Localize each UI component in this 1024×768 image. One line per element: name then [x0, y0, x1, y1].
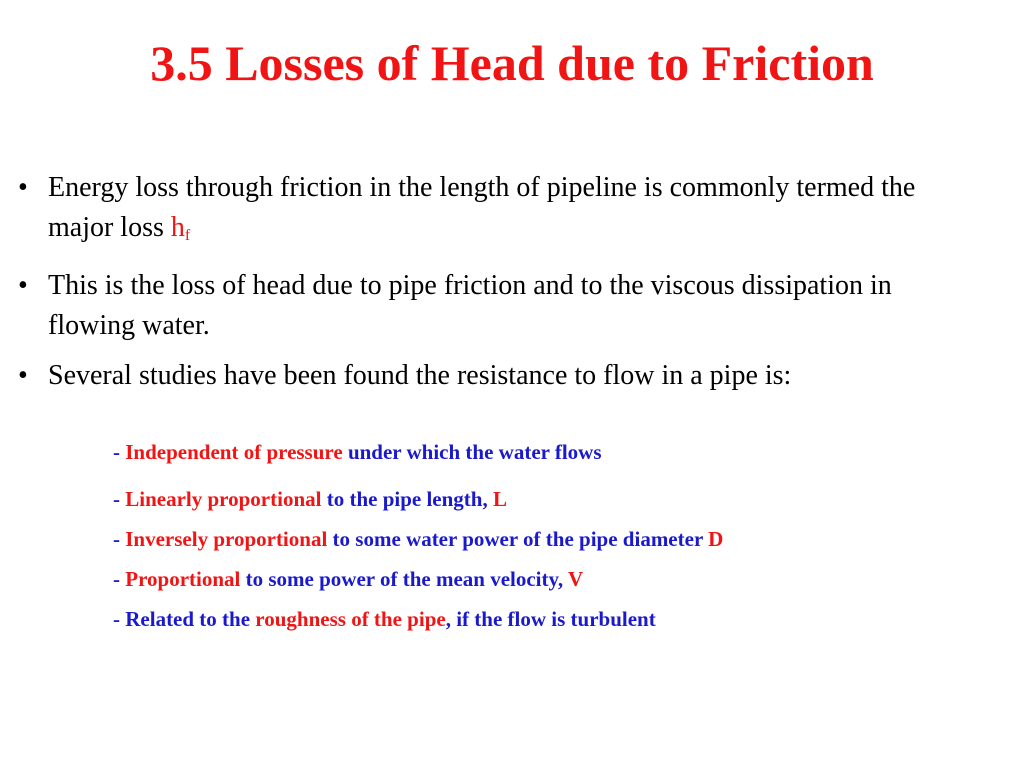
bullet-text: Energy loss through friction in the length of pipeline is commonly termed the major loss — [48, 172, 916, 243]
factor-text: D — [708, 527, 724, 551]
factor-text: - — [113, 567, 126, 591]
factor-item — [113, 484, 993, 524]
factor-text: L — [492, 487, 507, 511]
bullet-item — [18, 266, 978, 346]
major-loss-symbol: $h_f$ — [170, 212, 191, 244]
factor-text: to some water power of the pipe diameter — [327, 527, 709, 551]
bullet-marker: • — [18, 172, 28, 203]
factor-item — [113, 437, 993, 484]
slide-title: 3.5 Losses of Head due to Friction — [150, 35, 874, 91]
factor-text: Independent of pressure — [125, 440, 343, 464]
factor-text: under which the water flows — [342, 440, 602, 464]
factor-item — [113, 564, 993, 604]
factor-text: - — [113, 527, 126, 551]
factor-item — [113, 524, 993, 564]
bullet-item — [18, 356, 978, 396]
factor-text: Linearly proportional — [125, 487, 322, 511]
factor-text: Proportional — [125, 567, 241, 591]
factor-text: roughness of the pipe — [255, 607, 446, 631]
factor-text: - — [113, 487, 126, 511]
factor-text: - — [113, 440, 126, 464]
bullet-list — [18, 168, 978, 406]
resistance-factor-list — [113, 437, 993, 644]
bullet-item — [18, 168, 978, 256]
factor-text: to the pipe length, — [321, 487, 493, 511]
factor-text: to some power of the mean velocity, — [240, 567, 568, 591]
bullet-text: Several studies have been found the resistance to flow in a pipe is: — [48, 360, 792, 391]
factor-text: - Related to the — [113, 607, 256, 631]
factor-text: , if the flow is turbulent — [445, 607, 656, 631]
factor-item — [113, 604, 993, 644]
factor-text: V — [567, 567, 584, 591]
bullet-marker: • — [18, 360, 28, 391]
bullet-marker: • — [18, 270, 28, 301]
factor-text: Inversely proportional — [125, 527, 328, 551]
bullet-text: This is the loss of head due to pipe friction and to the viscous dissipation in flowing water. — [48, 270, 892, 341]
